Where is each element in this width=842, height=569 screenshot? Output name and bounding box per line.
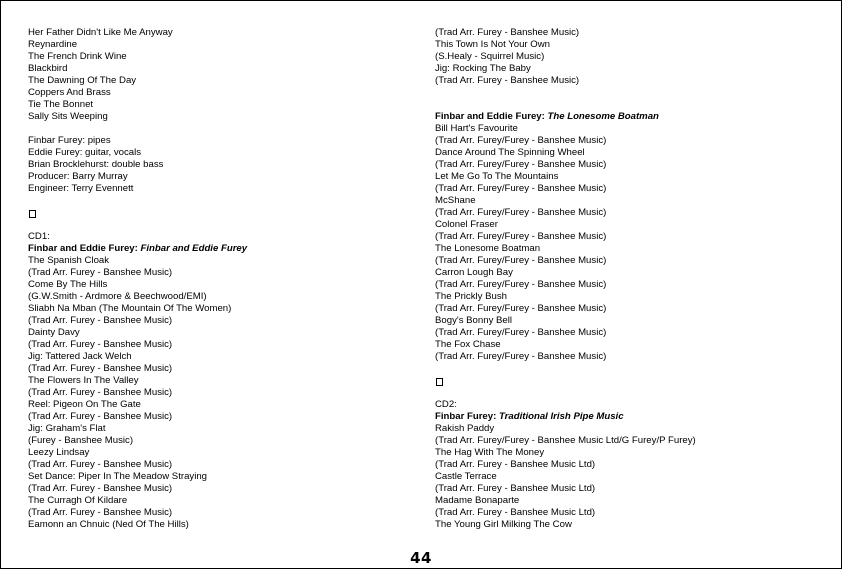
album-artist: Finbar and Eddie Furey: bbox=[435, 111, 545, 122]
text-line: Jig: Tattered Jack Welch bbox=[28, 351, 132, 362]
text-line: Engineer: Terry Evennett bbox=[28, 183, 134, 194]
blank-line bbox=[435, 87, 835, 99]
text-line: Castle Terrace bbox=[435, 471, 497, 482]
blank-line bbox=[28, 219, 408, 231]
text-line: (Trad Arr. Furey/Furey - Banshee Music) bbox=[435, 255, 607, 266]
text-line: (Trad Arr. Furey - Banshee Music) bbox=[28, 315, 173, 326]
separator-line bbox=[435, 375, 835, 387]
text-line: Jig: Rocking The Baby bbox=[435, 63, 531, 74]
text-line: (Trad Arr. Furey - Banshee Music) bbox=[28, 507, 173, 518]
text-line: The Curragh Of Kildare bbox=[28, 495, 128, 506]
text-line: Her Father Didn't Like Me Anyway bbox=[28, 27, 173, 38]
text-line: The Fox Chase bbox=[435, 339, 501, 350]
text-line: Let Me Go To The Mountains bbox=[435, 171, 559, 182]
text-line: (S.Healy - Squirrel Music) bbox=[435, 51, 545, 62]
text-line: CD2: bbox=[435, 399, 457, 410]
text-line: The Prickly Bush bbox=[435, 291, 507, 302]
square-glyph-icon bbox=[436, 378, 443, 386]
text-line: Coppers And Brass bbox=[28, 87, 111, 98]
album-title bbox=[435, 411, 835, 423]
text-line: The Lonesome Boatman bbox=[435, 243, 541, 254]
text-line: Set Dance: Piper In The Meadow Straying bbox=[28, 471, 208, 482]
text-line: (Trad Arr. Furey/Furey - Banshee Music) bbox=[435, 279, 607, 290]
text-line: Leezy Lindsay bbox=[28, 447, 90, 458]
page-number: 44 bbox=[410, 549, 432, 567]
text-line: (Trad Arr. Furey - Banshee Music Ltd) bbox=[435, 507, 596, 518]
text-line: Dainty Davy bbox=[28, 327, 80, 338]
text-line: Blackbird bbox=[28, 63, 68, 74]
text-line: Colonel Fraser bbox=[435, 219, 498, 230]
text-line: The Flowers In The Valley bbox=[28, 375, 139, 386]
text-line: This Town Is Not Your Own bbox=[435, 39, 551, 50]
text-line: (Trad Arr. Furey/Furey - Banshee Music) bbox=[435, 303, 607, 314]
text-line: (Trad Arr. Furey - Banshee Music) bbox=[28, 363, 173, 374]
text-line: Tie The Bonnet bbox=[28, 99, 94, 110]
text-line: Bill Hart's Favourite bbox=[435, 123, 518, 134]
text-line: Eddie Furey: guitar, vocals bbox=[28, 147, 142, 158]
album-artist: Finbar Furey: bbox=[435, 411, 497, 422]
separator-line bbox=[28, 207, 408, 219]
text-line: (Trad Arr. Furey - Banshee Music) bbox=[28, 483, 173, 494]
text-line: Eamonn an Chnuic (Ned Of The Hills) bbox=[28, 519, 189, 530]
album-title bbox=[435, 111, 835, 123]
text-line: (Trad Arr. Furey/Furey - Banshee Music) bbox=[435, 183, 607, 194]
text-line: Producer: Barry Murray bbox=[28, 171, 128, 182]
left-column bbox=[28, 27, 408, 531]
text-line: Rakish Paddy bbox=[435, 423, 495, 434]
blank-line bbox=[435, 99, 835, 111]
text-line: Carron Lough Bay bbox=[435, 267, 513, 278]
text-line: Come By The Hills bbox=[28, 279, 108, 290]
text-line: Sliabh Na Mban (The Mountain Of The Women) bbox=[28, 303, 232, 314]
text-line: Sally Sits Weeping bbox=[28, 111, 108, 122]
text-line: (Trad Arr. Furey/Furey - Banshee Music) bbox=[435, 231, 607, 242]
text-line: (Trad Arr. Furey - Banshee Music) bbox=[28, 411, 173, 422]
text-line: (Trad Arr. Furey/Furey - Banshee Music) bbox=[435, 159, 607, 170]
text-line: (Trad Arr. Furey - Banshee Music) bbox=[28, 339, 173, 350]
text-line: Brian Brocklehurst: double bass bbox=[28, 159, 164, 170]
text-line: (Trad Arr. Furey - Banshee Music Ltd) bbox=[435, 459, 596, 470]
text-line: Reel: Pigeon On The Gate bbox=[28, 399, 141, 410]
text-line: Dance Around The Spinning Wheel bbox=[435, 147, 585, 158]
album-name: The Lonesome Boatman bbox=[547, 111, 659, 122]
square-glyph-icon bbox=[29, 210, 36, 218]
text-line: The French Drink Wine bbox=[28, 51, 127, 62]
text-line: (Trad Arr. Furey/Furey - Banshee Music Ltd/G Furey/P Furey) bbox=[435, 435, 696, 446]
text-line: (Trad Arr. Furey/Furey - Banshee Music) bbox=[435, 327, 607, 338]
text-line: The Dawning Of The Day bbox=[28, 75, 137, 86]
album-name: Traditional Irish Pipe Music bbox=[498, 411, 624, 422]
text-line: (Trad Arr. Furey - Banshee Music) bbox=[28, 387, 173, 398]
right-column bbox=[435, 27, 835, 531]
text-line: The Spanish Cloak bbox=[28, 255, 110, 266]
text-line: (Trad Arr. Furey/Furey - Banshee Music) bbox=[435, 351, 607, 362]
text-line: (Trad Arr. Furey - Banshee Music) bbox=[28, 267, 173, 278]
blank-line bbox=[435, 363, 835, 375]
text-line: Jig: Graham's Flat bbox=[28, 423, 106, 434]
text-line: (Trad Arr. Furey - Banshee Music) bbox=[435, 75, 580, 86]
text-line: Finbar Furey: pipes bbox=[28, 135, 111, 146]
album-name: Finbar and Eddie Furey bbox=[140, 243, 248, 254]
text-line: CD1: bbox=[28, 231, 50, 242]
text-line: (Trad Arr. Furey/Furey - Banshee Music) bbox=[435, 135, 607, 146]
blank-line bbox=[28, 123, 408, 135]
text-line: Reynardine bbox=[28, 39, 78, 50]
album-title bbox=[28, 243, 408, 255]
text-line: Bogy's Bonny Bell bbox=[435, 315, 513, 326]
text-line: (Furey - Banshee Music) bbox=[28, 435, 134, 446]
text-line: The Young Girl Milking The Cow bbox=[435, 519, 572, 530]
text-line: (Trad Arr. Furey - Banshee Music Ltd) bbox=[435, 483, 596, 494]
text-line: (Trad Arr. Furey - Banshee Music) bbox=[435, 27, 580, 38]
text-line: Madame Bonaparte bbox=[435, 495, 520, 506]
text-line: (Trad Arr. Furey/Furey - Banshee Music) bbox=[435, 207, 607, 218]
text-line: McShane bbox=[435, 195, 476, 206]
blank-line bbox=[435, 387, 835, 399]
blank-line bbox=[28, 195, 408, 207]
text-line: (Trad Arr. Furey - Banshee Music) bbox=[28, 459, 173, 470]
text-line: (G.W.Smith - Ardmore & Beechwood/EMI) bbox=[28, 291, 207, 302]
album-artist: Finbar and Eddie Furey: bbox=[28, 243, 138, 254]
text-line: The Hag With The Money bbox=[435, 447, 545, 458]
